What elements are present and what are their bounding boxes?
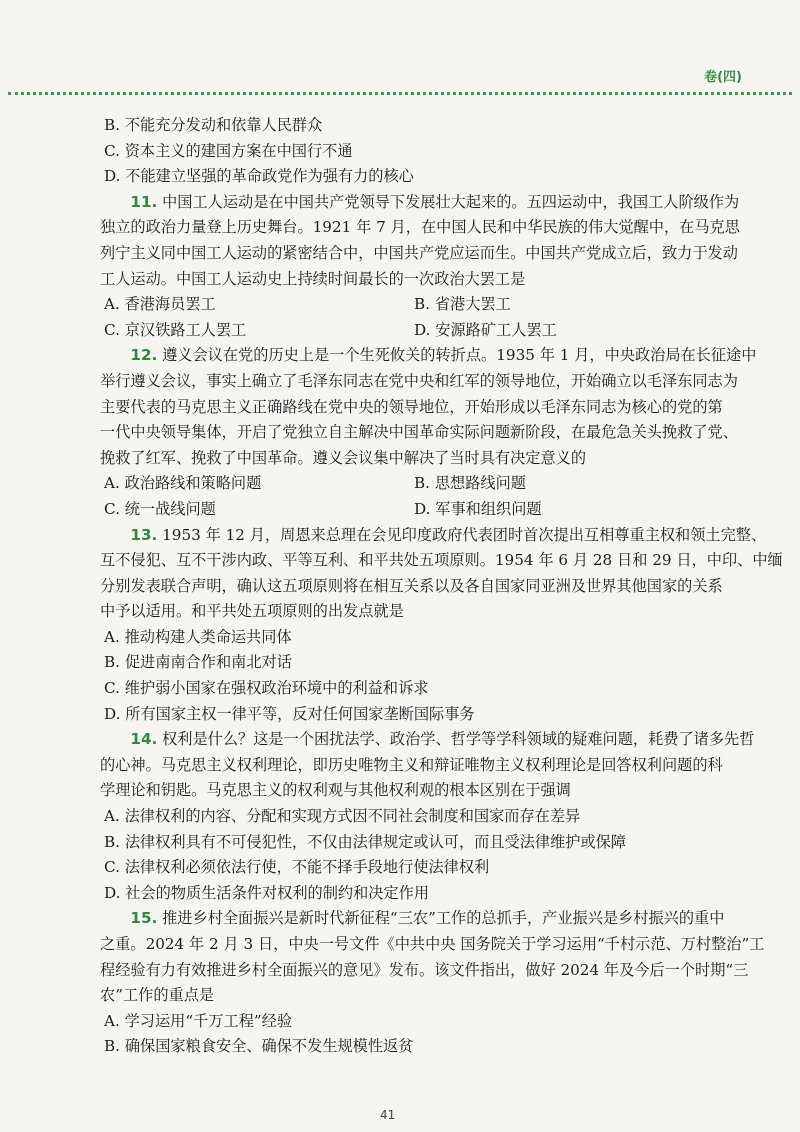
q11-stem-line: 工人运动。中国工人运动史上持续时间最长的一次政治大罢工是 bbox=[100, 269, 526, 288]
q12-option-c: C. 统一战线问题 bbox=[104, 499, 216, 518]
q12-stem-line: 一代中央领导集体，开启了党独立自主解决中国革命实际问题新阶段，在最危急关头挽救了党、 bbox=[100, 423, 738, 442]
q14-stem-line: 学理论和钥匙。马克思主义的权利观与其他权利观的根本区别在于强调 bbox=[100, 781, 571, 800]
q13-option-d: D. 所有国家主权一律平等，反对任何国家垄断国际事务 bbox=[104, 704, 475, 723]
q11-option-b: B. 省港大罢工 bbox=[414, 295, 511, 314]
q13-option-c: C. 维护弱小国家在强权政治环境中的利益和诉求 bbox=[104, 679, 429, 698]
q11-option-a: A. 香港海员罢工 bbox=[104, 295, 216, 314]
q15-stem-line: 程经验有力有效推进乡村全面振兴的意见》发布。该文件指出，做好 2024 年及今后一个时期“三 bbox=[100, 960, 749, 979]
page-number: 41 bbox=[380, 1108, 396, 1122]
q13-option-a: A. 推动构建人类命运共同体 bbox=[104, 627, 292, 646]
header-dotted-rule bbox=[8, 92, 792, 95]
q11-number: 11. bbox=[130, 192, 158, 211]
q12-stem-line: 12. 遵义会议在党的历史上是一个生死攸关的转折点。1935 年 1 月，中央政治局在长征途中 bbox=[130, 346, 757, 365]
q11-options-row bbox=[100, 292, 712, 318]
q12-option-a: A. 政治路线和策略问题 bbox=[104, 474, 262, 493]
q15-stem-line: 15. 推进乡村全面振兴是新时代新征程“三农”工作的总抓手，产业振兴是乡村振兴的重中 bbox=[130, 909, 725, 928]
q13-number: 13. bbox=[130, 525, 158, 544]
q12-stem-line: 主要代表的马克思主义正确路线在党中央的领导地位，开始形成以毛泽东同志为核心的党的第 bbox=[100, 397, 723, 416]
q12-stem-line: 举行遵义会议，事实上确立了毛泽东同志在党中央和红军的领导地位，开始确立以毛泽东同志为 bbox=[100, 371, 738, 390]
q14-option-a: A. 法律权利的内容、分配和实现方式因不同社会制度和国家而存在差异 bbox=[104, 807, 581, 826]
q12-option-b: B. 思想路线问题 bbox=[414, 474, 526, 493]
q15-stem-line: 之重。2024 年 2 月 3 日，中央一号文件《中共中央 国务院关于学习运用“千村示范、万村整治”工 bbox=[100, 935, 765, 953]
q15-number: 15. bbox=[130, 909, 158, 928]
q14-option-d: D. 社会的物质生活条件对权利的制约和决定作用 bbox=[104, 883, 430, 902]
q14-number: 14. bbox=[130, 730, 158, 749]
q11-stem-line: 列宁主义同中国工人运动的紧密结合中，中国共产党应运而生。中国共产党成立后，致力于发动 bbox=[100, 243, 738, 262]
q12-options-row bbox=[100, 471, 712, 497]
q11-options-row bbox=[100, 318, 712, 344]
q11-option-d: D. 安源路矿工人罢工 bbox=[414, 320, 557, 339]
q14-stem-line: 的心神。马克思主义权利理论，即历史唯物主义和辩证唯物主义权利理论是回答权利问题的科 bbox=[100, 755, 723, 774]
q15-option-a: A. 学习运用“千万工程”经验 bbox=[104, 1011, 293, 1030]
q13-stem-line: 分别发表联合声明，确认这五项原则将在相互关系以及各自国家同亚洲及世界其他国家的关系 bbox=[100, 576, 723, 595]
q10-option-d: D. 不能建立坚强的革命政党作为强有力的核心 bbox=[104, 167, 414, 186]
q13-stem-line: 13. 1953 年 12 月，周恩来总理在会见印度政府代表团时首次提出互相尊重主权和领土完整、 bbox=[130, 525, 767, 544]
q11-option-c: C. 京汉铁路工人罢工 bbox=[104, 320, 247, 339]
q12-option-d: D. 军事和组织问题 bbox=[414, 499, 542, 518]
q14-option-b: B. 法律权利具有不可侵犯性，不仅由法律规定或认可，而且受法律维护或保障 bbox=[104, 832, 627, 851]
q15-option-b: B. 确保国家粮食安全、确保不发生规模性返贫 bbox=[104, 1037, 414, 1056]
q13-stem-line: 互不侵犯、互不干涉内政、平等互利、和平共处五项原则。1954 年 6 月 28 日和 29 日，中印、中缅 bbox=[100, 551, 783, 570]
q10-option-b: B. 不能充分发动和依靠人民群众 bbox=[104, 116, 323, 134]
q12-number: 12. bbox=[130, 346, 158, 365]
q14-option-c: C. 法律权利必须依法行使，不能不择手段地行使法律权利 bbox=[104, 858, 490, 877]
q10-option-c: C. 资本主义的建国方案在中国行不通 bbox=[104, 141, 353, 160]
q12-options-row bbox=[100, 497, 712, 523]
question-content bbox=[100, 113, 783, 1060]
q11-stem-line: 独立的政治力量登上历史舞台。1921 年 7 月，在中国人民和中华民族的伟大觉醒中，在马克思 bbox=[100, 218, 740, 237]
q12-stem-line: 挽救了红军、挽救了中国革命。遵义会议集中解决了当时具有决定意义的 bbox=[100, 448, 586, 467]
paper-section-label: 卷(四) bbox=[704, 70, 742, 85]
q13-option-b: B. 促进南南合作和南北对话 bbox=[104, 653, 292, 672]
q15-stem-line: 农”工作的重点是 bbox=[100, 986, 215, 1005]
q11-stem-line: 11. 中国工人运动是在中国共产党领导下发展壮大起来的。五四运动中，我国工人阶级作为 bbox=[130, 192, 740, 211]
q13-stem-line: 中予以适用。和平共处五项原则的出发点就是 bbox=[100, 602, 404, 621]
q14-stem-line: 14. 权利是什么？这是一个困扰法学、政治学、哲学等学科领域的疑难问题，耗费了诸多先哲 bbox=[130, 730, 755, 749]
